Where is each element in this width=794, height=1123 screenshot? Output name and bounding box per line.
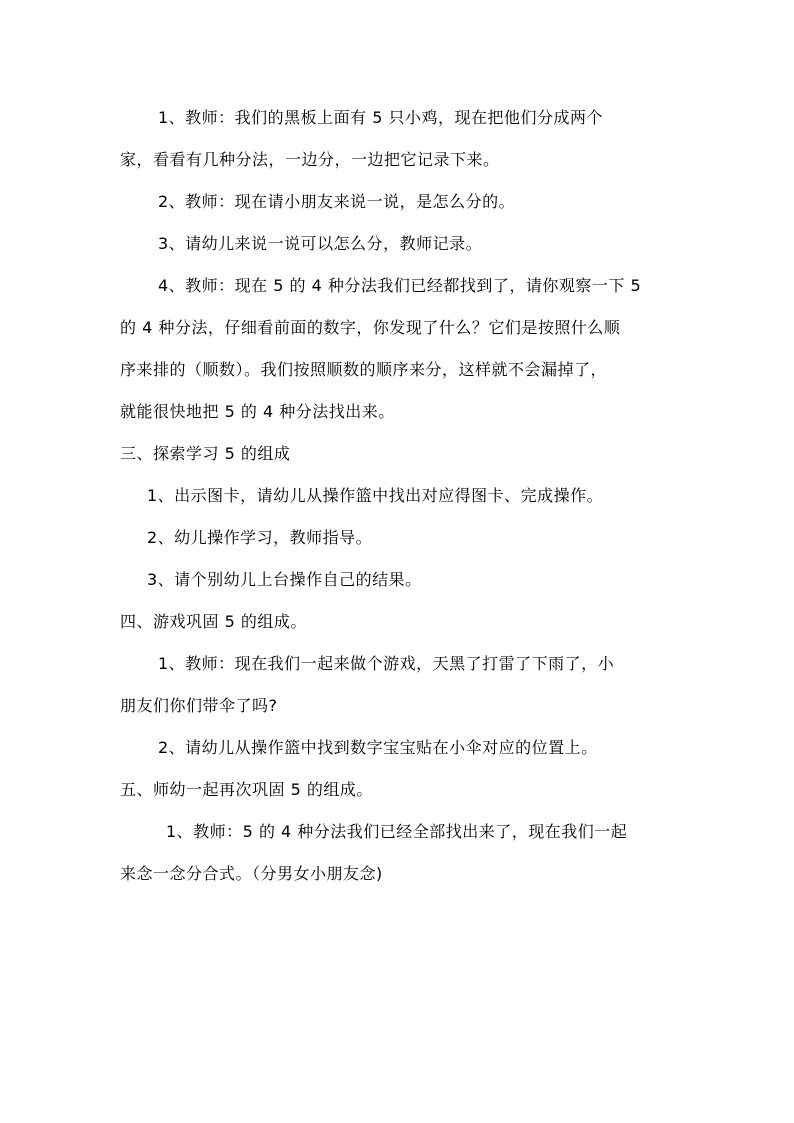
paragraph-4-line-3: 序来排的（顺数）。我们按照顺数的顺序来分，这样就不会漏掉了， — [120, 360, 608, 379]
paragraph-4-line-2: 的 4 种分法，仔细看前面的数字，你发现了什么？它们是按照什么顺 — [120, 318, 621, 337]
paragraph-1-line-1: 1、教师：我们的黑板上面有 5 只小鸡，现在把他们分成两个 — [158, 108, 604, 127]
section-4-item-1-line-1: 1、教师：现在我们一起来做个游戏，天黑了打雷了下雨了，小 — [158, 654, 615, 673]
section-4-item-2: 2、请幼儿从操作篮中找到数字宝宝贴在小伞对应的位置上。 — [158, 738, 598, 757]
paragraph-3-line-1: 3、请幼儿来说一说可以怎么分，教师记录。 — [158, 234, 483, 253]
paragraph-2-line-1: 2、教师：现在请小朋友来说一说，是怎么分的。 — [158, 192, 516, 211]
paragraph-4-line-4: 就能很快地把 5 的 4 种分法找出来。 — [120, 402, 395, 421]
section-4-item-1-line-2: 朋友们你们带伞了吗? — [120, 696, 278, 715]
section-heading-3: 三、探索学习 5 的组成 — [120, 444, 291, 463]
section-3-item-1: 1、出示图卡，请幼儿从操作篮中找出对应得图卡、完成操作。 — [147, 486, 604, 505]
section-3-item-3: 3、请个别幼儿上台操作自己的结果。 — [147, 570, 422, 589]
section-3-item-2: 2、幼儿操作学习，教师指导。 — [147, 528, 373, 547]
paragraph-1-line-2: 家，看看有几种分法，一边分，一边把它记录下来。 — [120, 150, 500, 169]
paragraph-4-line-1: 4、教师：现在 5 的 4 种分法我们已经都找到了，请你观察一下 5 — [158, 276, 642, 295]
section-5-item-1-line-1: 1、教师：5 的 4 种分法我们已经全部找出来了，现在我们一起 — [166, 822, 628, 841]
section-heading-4: 四、游戏巩固 5 的组成。 — [120, 612, 307, 631]
section-heading-5: 五、师幼一起再次巩固 5 的组成。 — [120, 780, 373, 799]
section-5-item-1-line-2: 来念一念分合式。（分男女小朋友念) — [120, 864, 383, 883]
